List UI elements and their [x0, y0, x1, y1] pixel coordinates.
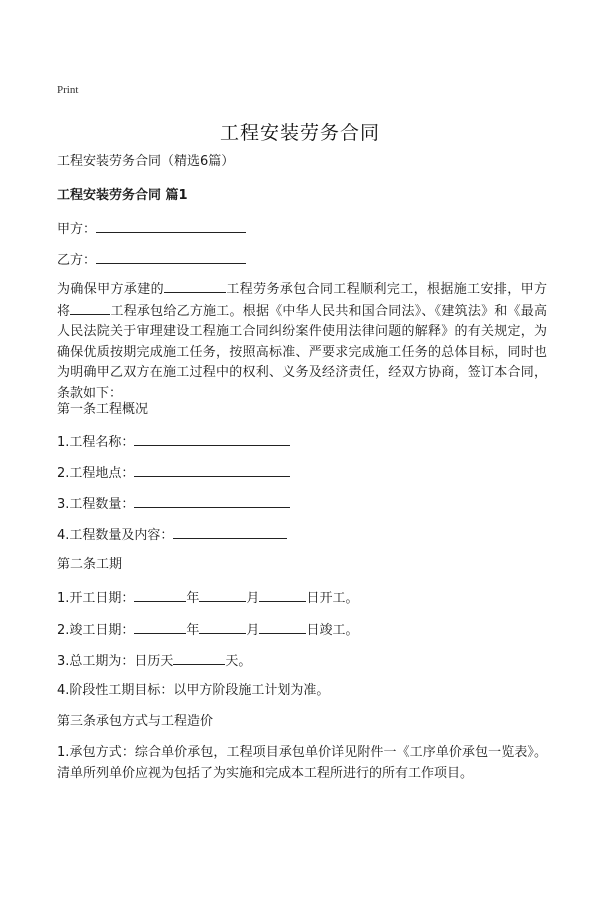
print-label[interactable]: Print: [57, 84, 79, 96]
party-a-blank: [96, 219, 246, 233]
party-b-row: [57, 250, 246, 270]
start-day-blank: [259, 588, 306, 602]
milestone-row: 4.阶段性工期目标：以甲方阶段施工计划为准。: [57, 683, 330, 698]
project-quantity-blank: [134, 494, 290, 508]
end-year-blank: [134, 620, 186, 634]
start-month-unit: 月: [246, 591, 260, 606]
start-day-suffix: 日开工。: [306, 591, 359, 606]
project-location-label: 2.工程地点：: [57, 466, 135, 481]
article3-heading: 第三条承包方式与工程造价: [57, 714, 214, 729]
project-quantity-row: [57, 494, 290, 514]
intro-blank-1: [164, 279, 226, 293]
project-name-label: 1.工程名称：: [57, 435, 135, 450]
article1-heading: 第一条工程概况: [57, 402, 149, 417]
intro-text-3: 工程承包给乙方施工。根据《中华人民共和国合同法》、《建筑法》和《最高人民法院关于审理建设工程施工合同纠纷案件使用法律问题的解释》的有关规定，为确保优质按期完成施工任务，按照高标准、严要求完成施工任务的总体目标，同时也为明确甲乙双方在施工过程中的权利、义务及经济责任，经双方协商，签订本合同，条款如下：: [57, 303, 547, 401]
end-year-unit: 年: [186, 623, 200, 638]
project-name-row: [57, 432, 290, 452]
start-year-blank: [134, 588, 186, 602]
intro-paragraph: [57, 279, 547, 404]
start-year-unit: 年: [186, 591, 200, 606]
project-content-blank: [173, 525, 287, 539]
document-title: 工程安装劳务合同: [219, 122, 380, 144]
end-date-label: 2.竣工日期：: [57, 623, 135, 638]
total-duration-label: 3.总工期为：日历天: [57, 654, 174, 669]
party-b-blank: [96, 250, 246, 264]
document-subtitle: 工程安装劳务合同（精选6篇）: [57, 154, 235, 169]
contract-method-paragraph: 1.承包方式：综合单价承包，工程项目承包单价详见附件一《工序单价承包一览表》。清单所列单价应视为包括了为实施和完成本工程所进行的所有工作项目。: [57, 745, 547, 781]
end-day-suffix: 日竣工。: [306, 623, 359, 638]
intro-blank-2: [70, 301, 110, 315]
section-heading: 工程安装劳务合同 篇1: [57, 188, 188, 203]
start-month-blank: [199, 588, 246, 602]
end-day-blank: [259, 620, 306, 634]
project-name-blank: [134, 432, 290, 446]
start-date-label: 1.开工日期：: [57, 591, 135, 606]
intro-text-2: 工程劳务承包合同工程顺利完工，根据施工安排，甲方将: [57, 282, 547, 319]
project-location-row: [57, 463, 290, 483]
end-date-row: [57, 620, 358, 640]
project-quantity-label: 3.工程数量：: [57, 497, 135, 512]
intro-text-1: 为确保甲方承建的: [57, 282, 164, 297]
total-duration-blank: [173, 651, 225, 665]
total-duration-suffix: 天。: [225, 654, 252, 669]
end-month-blank: [199, 620, 246, 634]
project-content-row: [57, 525, 287, 545]
project-location-blank: [134, 463, 290, 477]
project-content-label: 4.工程数量及内容：: [57, 528, 174, 543]
start-date-row: [57, 588, 358, 608]
total-duration-row: [57, 651, 251, 671]
end-month-unit: 月: [246, 623, 260, 638]
article2-heading: 第二条工期: [57, 557, 123, 572]
party-a-label: 甲方：: [57, 222, 97, 237]
party-a-row: [57, 219, 246, 239]
party-b-label: 乙方：: [57, 253, 97, 268]
